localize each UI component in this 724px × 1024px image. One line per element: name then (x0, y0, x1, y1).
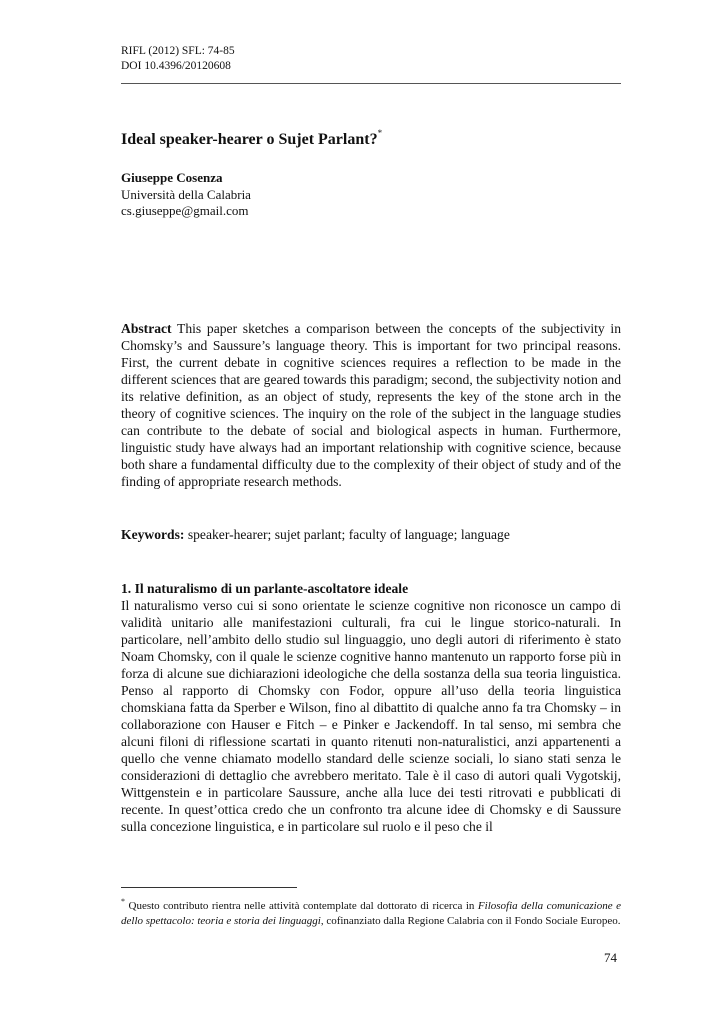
section-1 (121, 580, 621, 835)
abstract-label: Abstract (121, 321, 172, 336)
title-footnote-marker: * (377, 128, 383, 138)
journal-citation: RIFL (2012) SFL: 74-85 (121, 45, 235, 57)
keywords-text: speaker-hearer; sujet parlant; faculty of language; language (184, 527, 510, 542)
author-email: cs.giuseppe@gmail.com (121, 203, 249, 218)
author-block (121, 170, 251, 220)
doi: DOI 10.4396/20120608 (121, 60, 231, 72)
page-number: 74 (604, 950, 617, 965)
journal-header (121, 44, 235, 74)
author-name: Giuseppe Cosenza (121, 170, 223, 185)
author-affiliation: Università della Calabria (121, 186, 251, 202)
footnote (121, 895, 621, 928)
abstract (121, 320, 621, 490)
paper-title (121, 122, 382, 151)
footnote-text-italic: Filosofia della comunicazione e dello spettacolo: teoria e storia dei linguaggi (121, 900, 622, 927)
keywords (121, 526, 621, 543)
footnote-text-after: , cofinanziato dalla Regione Calabria con il Fondo Sociale Europeo. (320, 914, 621, 927)
footnote-text-before: Questo contributo rientra nelle attività contemplate dal dottorato di ricerca in (125, 900, 478, 912)
section-heading: 1. Il naturalismo di un parlante-ascoltatore ideale (121, 581, 409, 596)
title-text: Ideal speaker-hearer o Sujet Parlant? (121, 131, 378, 148)
section-paragraph: Il naturalismo verso cui si sono orientate le scienze cognitive non riconosce un campo di validità unitario alle manifestazioni culturali, fra cui le lingue storico-naturali. In particolare, nell’ambito dello studio sul linguaggio, uno degli autori di riferimento è stato Noam Chomsky, con il quale le scienze cognitive hanno mantenuto un rapporto forse più in forza di alcune sue dichiarazioni ideologiche che della sostanza della sua teoria linguistica. Penso al rapporto di Chomsky con Fodor, oppure all’uso della teoria linguistica chomskiana fatta da Sperber e Wilson, fino al dibattito di qualche anno fa tra Chomsky – in collaborazione con Hauser e Fitch – e Pinker e Jackendoff. In tal senso, mi sembra che alcuni filoni di riflessione scartati in quanto ritenuti non-naturalistici, anzi appartenenti a quello che venne chiamato modello standard delle scienze sociali, lo siano stati senza le considerazioni di dettaglio che avrebbero meritato. Tale è il caso di autori quali Vygotskij, Wittgenstein e in particolare Saussure, anche alla luce dei testi ritrovati e pubblicati di recente. In quest’ottica credo che un confronto tra alcune idee di Chomsky e di Saussure sulla concezione linguistica, e in particolare sul ruolo e il peso che il (121, 598, 621, 834)
header-rule (121, 83, 621, 84)
abstract-text: This paper sketches a comparison between the concepts of the subjectivity in Chomsky’s and Saussure’s language theory. This is important for two principal reasons. First, the current debate in cognitive sciences requires a reflection to be made in the different sciences that are geared towards this paradigm; second, the subjectivity notion and its relative definition, as an object of study, represents the key of the stone arch in the theory of cognitive sciences. The inquiry on the role of the subject in the language studies can contribute to the debate of social and biological aspects in human. Furthermore, linguistic study have always had an important relationship with cognitive science, because both share a fundamental difficulty due to the complexity of their object of study and of the finding of appropriate research methods. (121, 321, 621, 489)
footnote-rule (121, 887, 297, 888)
keywords-label: Keywords: (121, 527, 185, 542)
footnote-marker: * (121, 897, 125, 906)
